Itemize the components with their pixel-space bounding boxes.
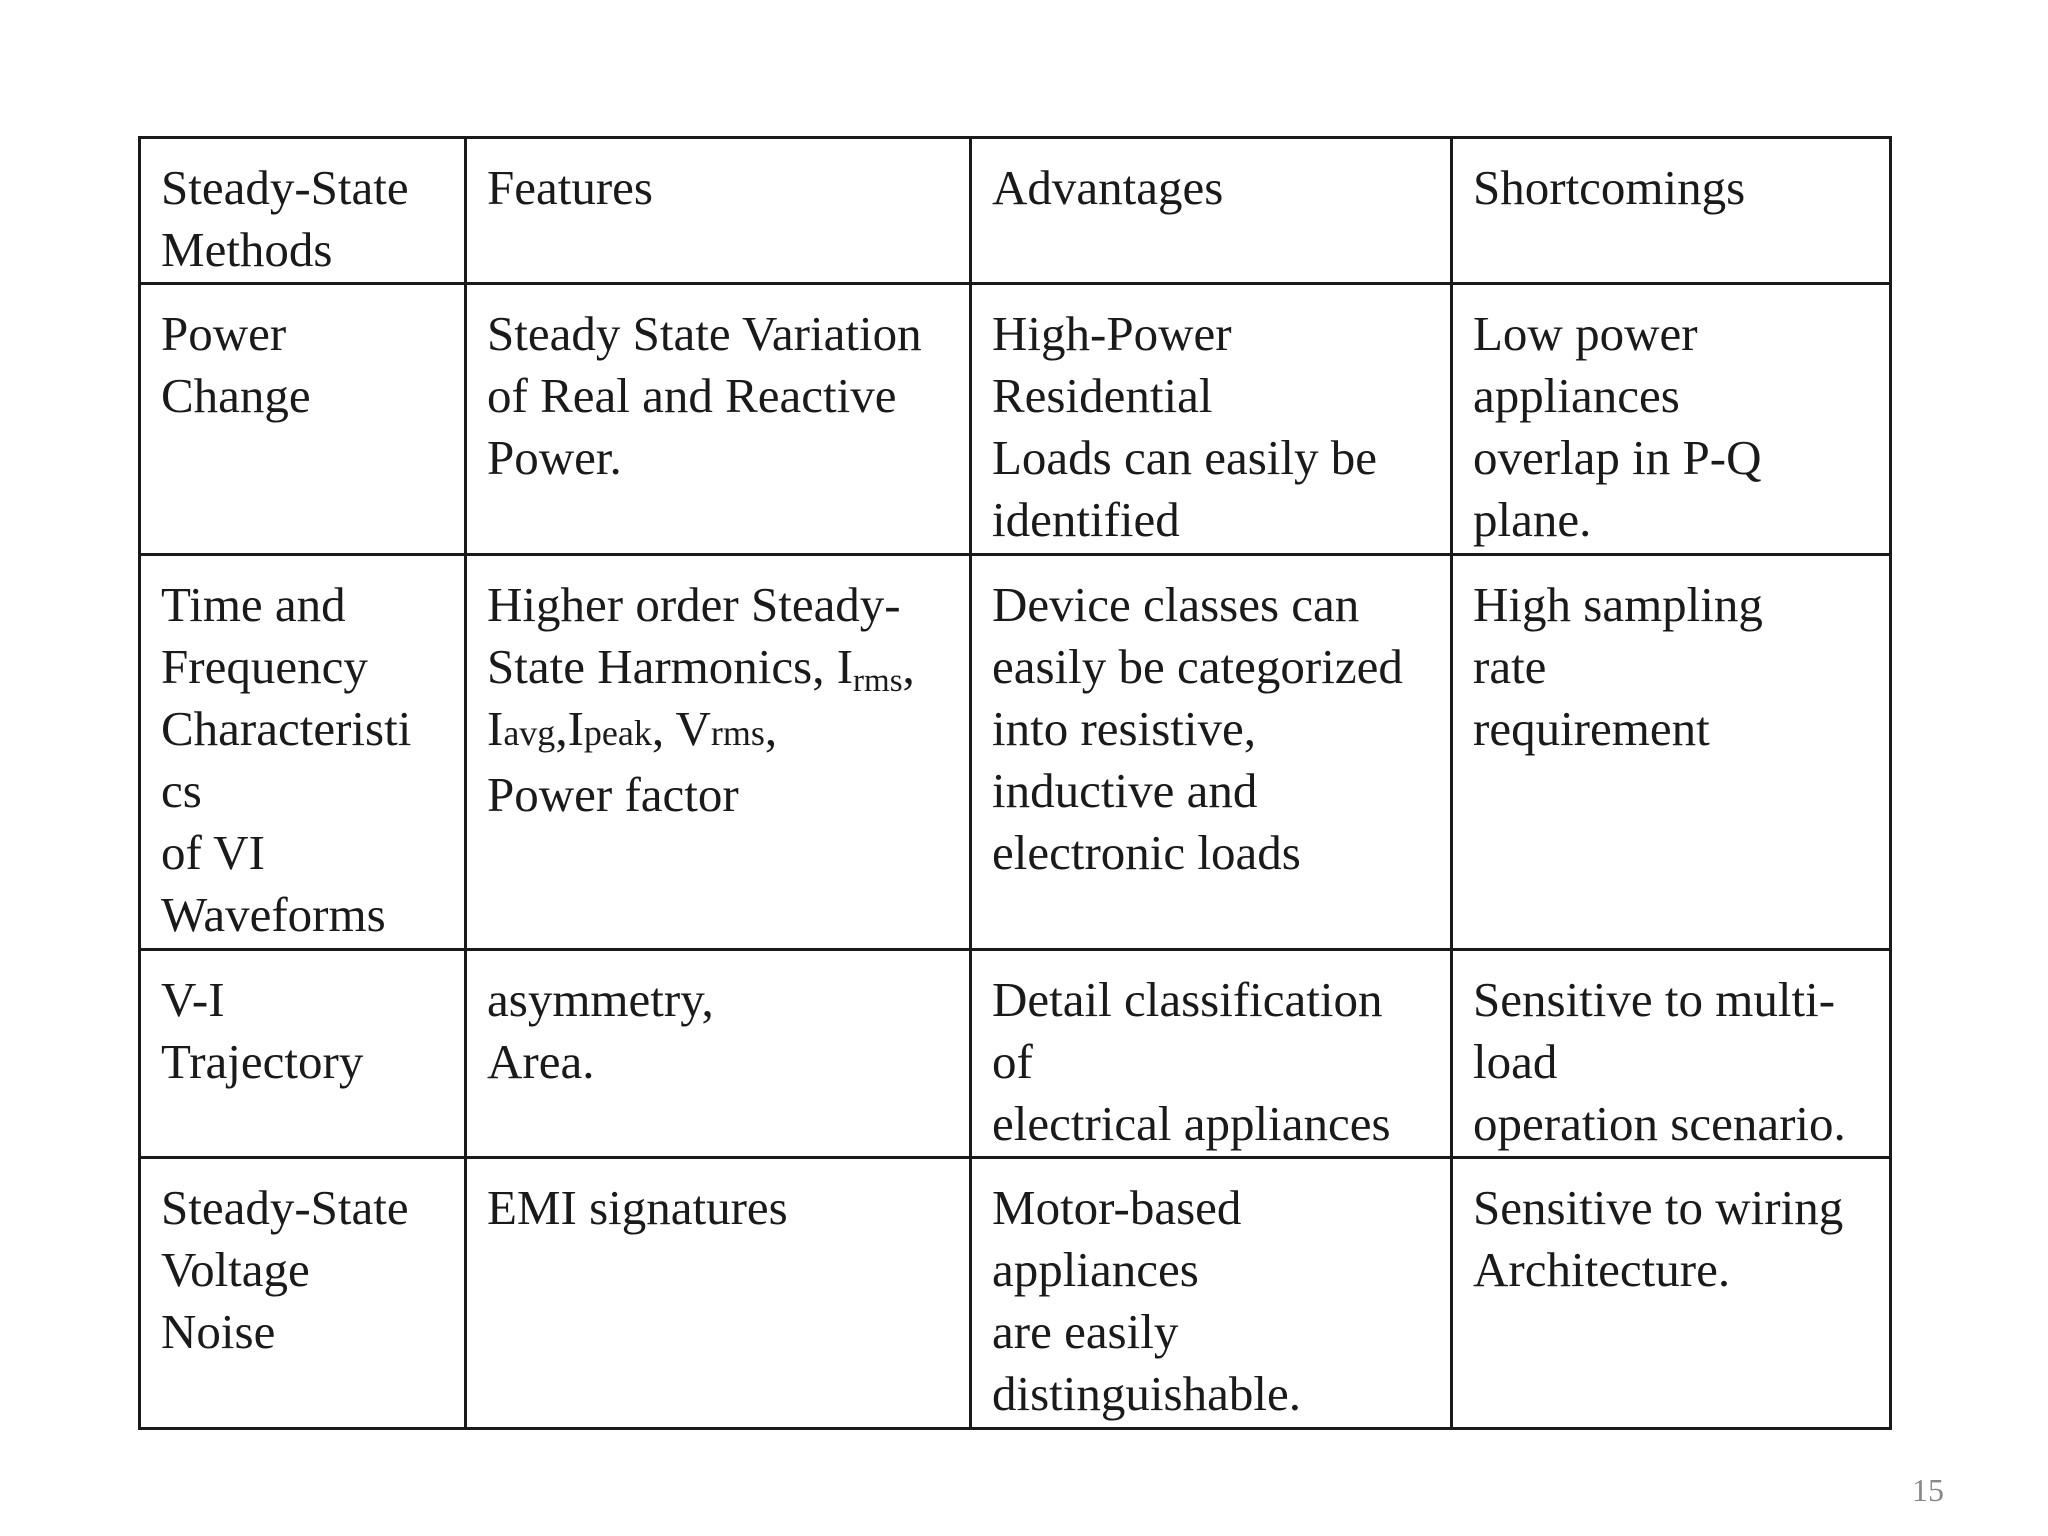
cell-line: Residential <box>992 368 1213 423</box>
text-run: ,I <box>555 701 584 756</box>
cell-line: into resistive, <box>992 701 1257 756</box>
cell-line: Motor-based <box>992 1180 1242 1235</box>
cell-line: Shortcomings <box>1473 160 1746 215</box>
cell-line: are easily <box>992 1304 1179 1359</box>
method-cell <box>140 950 466 1158</box>
cell-line: Higher order Steady- <box>487 577 901 632</box>
cell-line: Steady-State <box>161 160 409 215</box>
advantages-cell <box>971 284 1452 555</box>
cell-line: electrical appliances <box>992 1096 1391 1151</box>
advantages-cell <box>971 1158 1452 1429</box>
cell-line: electronic loads <box>992 825 1301 880</box>
cell-line: appliances <box>992 1242 1199 1297</box>
cell-line: inductive and <box>992 763 1258 818</box>
cell-line: rate <box>1473 639 1547 694</box>
features-cell <box>466 555 971 950</box>
cell-line: Steady-State <box>161 1180 409 1235</box>
cell-line: EMI signatures <box>487 1180 788 1235</box>
cell-line: of <box>992 1034 1033 1089</box>
table-row <box>140 284 1891 555</box>
cell-line: Detail classification <box>992 972 1383 1027</box>
text-run: , <box>902 639 915 694</box>
small-text: peak <box>583 713 652 753</box>
cell-line: Characteristi <box>161 701 412 756</box>
cell-line: Sensitive to wiring <box>1473 1180 1844 1235</box>
cell-line: Waveforms <box>161 887 386 942</box>
cell-line: of VI <box>161 825 265 880</box>
small-text: rms <box>710 713 765 753</box>
cell-line: distinguishable. <box>992 1366 1301 1421</box>
cell-line: Power <box>161 306 287 361</box>
cell-line: overlap in P-Q <box>1473 430 1762 485</box>
cell-line: Time and <box>161 577 346 632</box>
table-row <box>140 555 1891 950</box>
cell-line: asymmetry, <box>487 972 714 1027</box>
cell-line: easily be categorized <box>992 639 1403 694</box>
text-run: , V <box>651 701 711 756</box>
cell-line: Trajectory <box>161 1034 364 1089</box>
text-run: State Harmonics, I <box>487 639 854 694</box>
cell-line: Change <box>161 368 311 423</box>
cell-line: plane. <box>1473 492 1592 547</box>
cell-line: requirement <box>1473 701 1710 756</box>
cell-line: Voltage <box>161 1242 310 1297</box>
comparison-table-wrapper <box>138 136 1892 1430</box>
method-cell <box>140 1158 466 1429</box>
cell-line: of Real and Reactive <box>487 368 897 423</box>
cell-line: Power. <box>487 430 622 485</box>
shortcomings-cell <box>1452 1158 1891 1429</box>
shortcomings-cell <box>1452 284 1891 555</box>
small-text: avg <box>503 713 556 753</box>
cell-line: Architecture. <box>1473 1242 1731 1297</box>
cell-line: V-I <box>161 972 225 1027</box>
header-cell-methods <box>140 138 466 284</box>
features-cell <box>466 284 971 555</box>
cell-line: operation scenario. <box>1473 1096 1846 1151</box>
cell-line: Sensitive to multi- <box>1473 972 1836 1027</box>
text-run: , <box>764 701 778 756</box>
cell-line: Frequency <box>161 639 368 694</box>
table-row <box>140 1158 1891 1429</box>
text-run: I <box>487 701 504 756</box>
cell-line: load <box>1473 1034 1558 1089</box>
advantages-cell <box>971 555 1452 950</box>
cell-line: High-Power <box>992 306 1232 361</box>
table-row <box>140 950 1891 1158</box>
header-cell-shortcomings <box>1452 138 1891 284</box>
cell-line: Methods <box>161 222 333 277</box>
cell-line: cs <box>161 763 202 818</box>
cell-line: Features <box>487 160 653 215</box>
cell-line: Loads can easily be <box>992 430 1378 485</box>
cell-line <box>487 636 953 698</box>
shortcomings-cell <box>1452 950 1891 1158</box>
page-number: 15 <box>1912 1472 1944 1508</box>
cell-line: Power factor <box>487 767 739 822</box>
method-cell <box>140 555 466 950</box>
cell-line: Advantages <box>992 160 1224 215</box>
steady-state-methods-table <box>138 136 1892 1430</box>
features-cell <box>466 950 971 1158</box>
features-cell <box>466 1158 971 1429</box>
method-cell <box>140 284 466 555</box>
cell-line: identified <box>992 492 1180 547</box>
cell-line: Device classes can <box>992 577 1360 632</box>
cell-line: appliances <box>1473 368 1680 423</box>
advantages-cell <box>971 950 1452 1158</box>
cell-line: Noise <box>161 1304 276 1359</box>
cell-line: High sampling <box>1473 577 1763 632</box>
cell-line: Area. <box>487 1034 595 1089</box>
header-cell-advantages <box>971 138 1452 284</box>
table-header-row <box>140 138 1891 284</box>
cell-line: Low power <box>1473 306 1698 361</box>
subscript: rms <box>853 663 903 699</box>
header-cell-features <box>466 138 971 284</box>
cell-line <box>487 698 953 764</box>
shortcomings-cell <box>1452 555 1891 950</box>
cell-line: Steady State Variation <box>487 306 922 361</box>
